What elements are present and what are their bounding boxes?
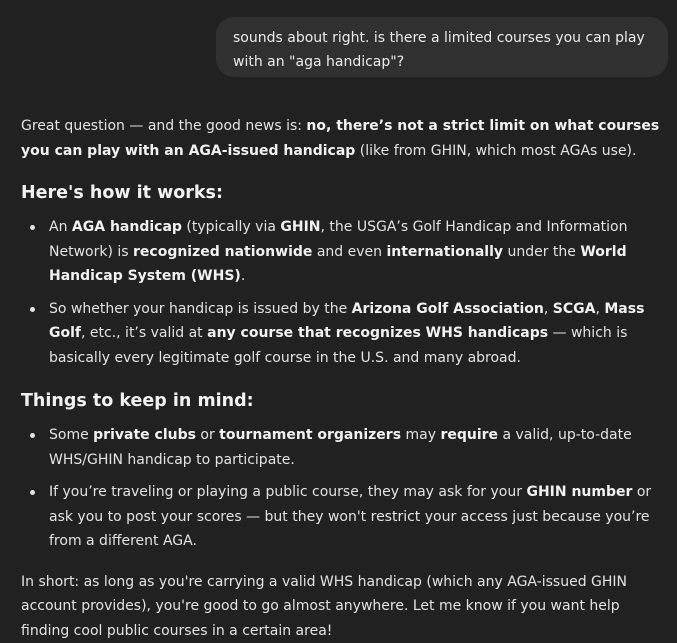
item-text: a valid, up-to-date WHS/GHIN handicap to participate. [49, 427, 632, 468]
bullet-dot [30, 225, 35, 230]
item-text: . [241, 268, 245, 284]
assistant-message [21, 114, 661, 643]
item-bold: private clubs [93, 427, 196, 443]
intro-text-1: Great question — and the good news is: [21, 118, 306, 134]
intro-bold-1: no, there’s not a strict limit on what courses you can play with an AGA-issued handicap [21, 118, 659, 159]
bullet-dot [30, 433, 35, 438]
intro-paragraph [21, 114, 661, 163]
item-text: and even [312, 244, 386, 260]
item-text: So whether your handicap is issued by the [49, 301, 352, 317]
item-text: , [595, 301, 604, 317]
item-text: Some [49, 427, 93, 443]
item-text: or [196, 427, 219, 443]
item-text: under the [503, 244, 580, 260]
bullet-dot [30, 307, 35, 312]
item-bold: any course that recognizes WHS handicaps [207, 325, 548, 341]
item-text: , the USGA’s Golf Handicap and Information Network) is [49, 219, 628, 260]
list-item [21, 480, 661, 554]
item-text: (typically via [182, 219, 280, 235]
item-bold: AGA handicap [72, 219, 182, 235]
item-bold: Arizona Golf Association [352, 301, 544, 317]
item-text: or ask you to post your scores — but they won't restrict your access just because you’re from a different AGA. [49, 484, 651, 549]
user-message-text: sounds about right. is there a limited courses you can play with an "aga handicap"? [233, 30, 645, 70]
how-it-works-list [21, 215, 661, 370]
item-bold: internationally [386, 244, 503, 260]
heading-things-to-keep-in-mind: Things to keep in mind: [21, 387, 661, 415]
closing-paragraph: In short: as long as you're carrying a valid WHS handicap (which any AGA-issued GHIN account provides), you're good to go almost anywhere. Let me know if you want help finding cool public courses in a certain area! [21, 570, 661, 643]
item-bold: SCGA [553, 301, 596, 317]
item-text: , [544, 301, 553, 317]
item-text: — which is basically every legitimate golf course in the U.S. and many abroad. [49, 325, 627, 366]
item-text: If you’re traveling or playing a public course, they may ask for your [49, 484, 526, 500]
item-bold: World Handicap System (WHS) [49, 244, 627, 285]
list-item [21, 215, 661, 289]
item-bold: GHIN number [526, 484, 632, 500]
item-bold: GHIN [280, 219, 320, 235]
item-text: , etc., it’s valid at [81, 325, 207, 341]
intro-text-2: (like from GHIN, which most AGAs use). [355, 143, 636, 159]
item-bold: recognized nationwide [133, 244, 312, 260]
list-item [21, 423, 661, 472]
item-bold: tournament organizers [219, 427, 401, 443]
user-message-bubble [216, 17, 668, 77]
item-bold: require [440, 427, 498, 443]
item-bold: Mass Golf [49, 301, 644, 342]
list-item [21, 297, 661, 371]
things-to-keep-in-mind-list [21, 423, 661, 554]
bullet-dot [30, 490, 35, 495]
item-text: An [49, 219, 72, 235]
item-text: may [401, 427, 440, 443]
heading-how-it-works: Here's how it works: [21, 179, 661, 207]
